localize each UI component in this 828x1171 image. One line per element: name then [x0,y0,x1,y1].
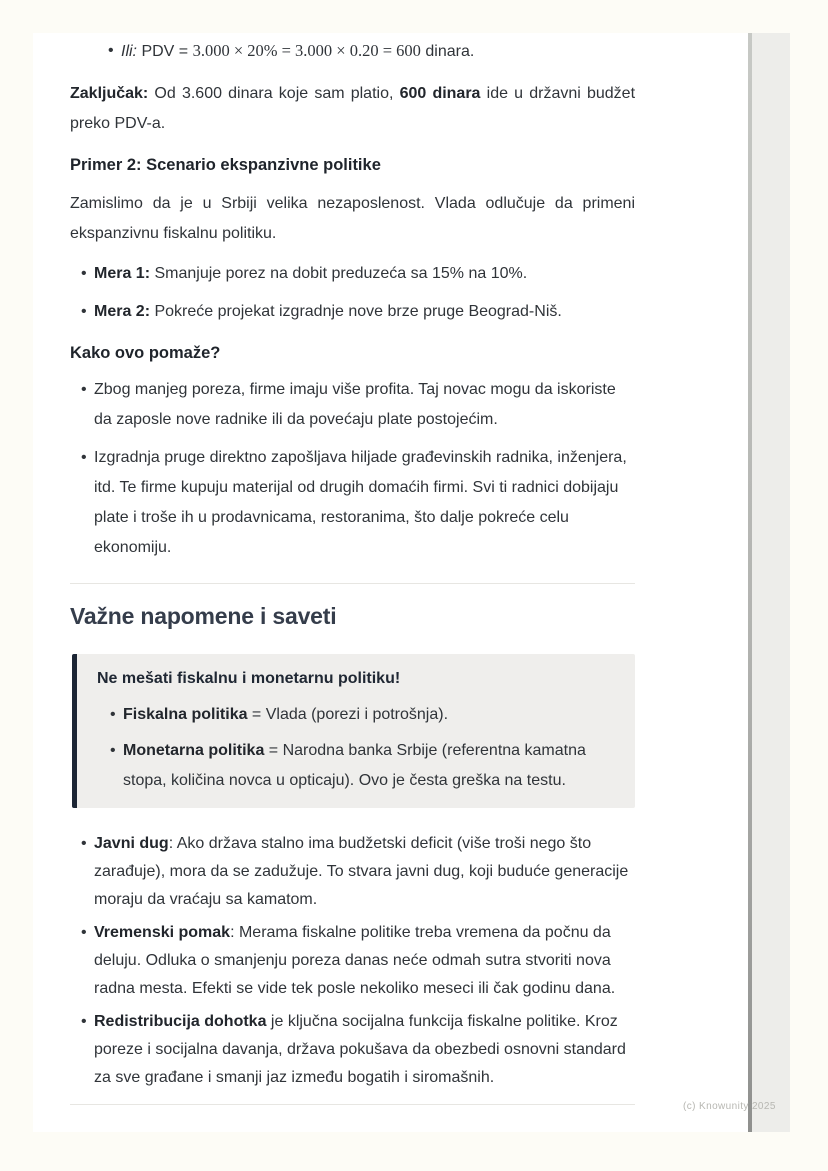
kako-list [70,375,635,563]
zakljucak-label: Zaključak: [70,85,149,102]
scrollbar-thumb[interactable] [748,33,752,1132]
page-content [33,33,748,1105]
document-page [33,33,748,1132]
scrollbar-track[interactable] [752,33,790,1132]
copyright-watermark: (c) Knowunity 2025 [683,1101,776,1112]
bullet-icon: • [81,303,87,320]
bullet-icon: • [81,924,87,941]
list-item: • Monetarna politika = Narodna banka Srbije (referentna kamatna stopa, količina novca u opticaju). Ovo je česta greška na testu. [97,736,611,796]
list-item: • Javni dug: Ako država stalno ima budžetski deficit (više troši nego što zarađuje), mora da se zadužuje. To stvara javni dug, koji buduće generacije moraju da vraćaju sa kamatom. [70,830,635,914]
ili-italic: Ili: [121,43,137,60]
pdv-formula: 3.000 × 20% = 3.000 × 0.20 = 600 [192,41,421,60]
bullet-icon: • [81,1013,87,1030]
bullet-icon: • [81,835,87,852]
bullet-icon: • [108,42,114,59]
primer2-heading: Primer 2: Scenario ekspanzivne politike [70,156,381,174]
amount-bold: 600 dinara [399,85,481,102]
kako-heading: Kako ovo pomaže? [70,344,221,362]
bullet-icon: • [81,381,87,398]
pdv-pre: PDV = [137,43,193,60]
bullet-icon: • [81,449,87,466]
list-item: • Izgradnja pruge direktno zapošljava hiljade građevinskih radnika, inženjera, itd. Te firme kupuju materijal od drugih domaćih firmi. Svi ti radnici dobijaju plate i troše ih u prodavnicama, restoranima, što dalje pokreće celu ekonomiju. [70,443,635,563]
pdv-sub-list [70,36,635,67]
list-item: • Vremenski pomak: Merama fiskalne politike treba vremena da počnu da deluju. Odluka o smanjenju poreza danas neće odmah sutra stvoriti nova radna mesta. Efekti se vide tek posle nekoliko meseci ili čak godinu dana. [70,919,635,1003]
page-title: Važne napomene i saveti [70,603,337,629]
zamislimo-paragraph: Zamislimo da je u Srbiji velika nezaposlenost. Vlada odlučuje da primeni ekspanzivnu fiskalnu politiku. [70,195,635,242]
list-item: • Mera 1: Smanjuje porez na dobit preduzeća sa 15% na 10%. [70,259,635,289]
bullet-icon: • [110,706,116,723]
list-item: • Zbog manjeg poreza, firme imaju više profita. Taj novac mogu da iskoriste da zaposle nove radnike ili da povećaju plate postojećim. [70,375,635,435]
list-item: • Redistribucija dohotka je ključna socijalna funkcija fiskalne politike. Kroz poreze i socijalna davanja, država pokušava da obezbedi osnovni standard za sve građane i smanji jaz između bogatih i siromašnih. [70,1008,635,1092]
zakljucak-paragraph: Zaključak: Od 3.600 dinara koje sam platio, 600 dinara ide u državni budžet preko PDV-a. [70,85,636,132]
list-item: • Fiskalna politika = Vlada (porezi i potrošnja). [97,700,611,730]
bullet-icon: • [110,742,116,759]
bottom-divider [70,1104,635,1105]
notes-list [70,830,635,1092]
list-item: • Mera 2: Pokreće projekat izgradnje nove brze pruge Beograd-Niš. [70,297,635,327]
warning-callout [72,654,635,808]
section-divider [70,583,635,584]
list-item [70,36,635,67]
pdv-post: dinara. [420,43,475,60]
mera-list [70,259,635,327]
callout-list [97,700,611,796]
callout-title: Ne mešati fiskalnu i monetarnu politiku! [97,670,401,687]
bullet-icon: • [81,265,87,282]
